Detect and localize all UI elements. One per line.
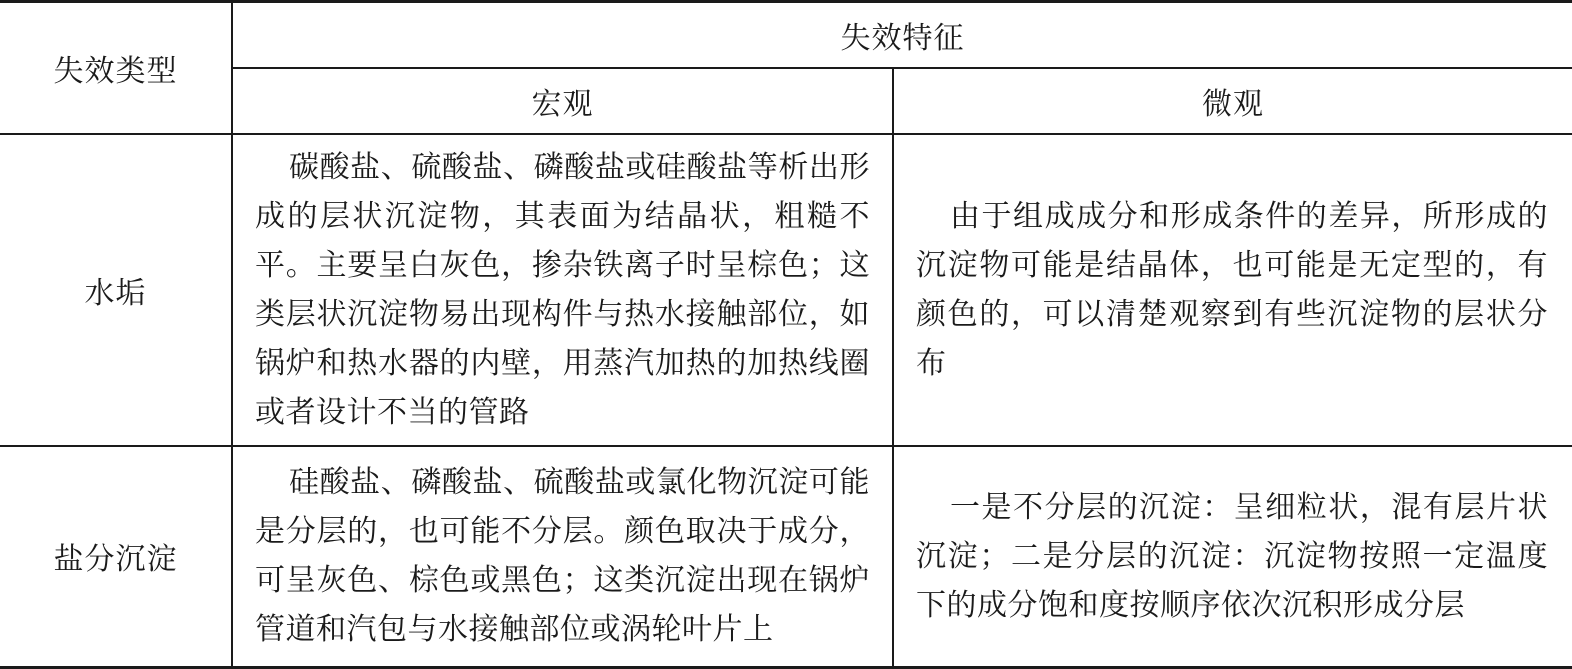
- row-type-cell: 盐分沉淀: [0, 446, 232, 668]
- header-macro: 宏观: [232, 68, 893, 134]
- header-row-sub: [0, 68, 1572, 134]
- header-row-top: [0, 2, 1572, 68]
- header-features: 失效特征: [232, 2, 1572, 68]
- header-type: 失效类型: [0, 2, 232, 134]
- row-macro-cell: 硅酸盐、磷酸盐、硫酸盐或氯化物沉淀可能是分层的，也可能不分层。颜色取决于成分，可呈灰色、棕色或黑色；这类沉淀出现在锅炉管道和汽包与水接触部位或涡轮叶片上: [232, 446, 893, 668]
- row-micro-cell: 由于组成成分和形成条件的差异，所形成的沉淀物可能是结晶体，也可能是无定型的，有颜色的，可以清楚观察到有些沉淀物的层状分布: [893, 134, 1572, 446]
- table-row: [0, 134, 1572, 446]
- row-micro-cell: 一是不分层的沉淀：呈细粒状，混有层片状沉淀；二是分层的沉淀：沉淀物按照一定温度下的成分饱和度按顺序依次沉积形成分层: [893, 446, 1572, 668]
- row-type-cell: 水垢: [0, 134, 232, 446]
- header-micro: 微观: [893, 68, 1572, 134]
- row-macro-cell: 碳酸盐、硫酸盐、磷酸盐或硅酸盐等析出形成的层状沉淀物，其表面为结晶状，粗糙不平。主要呈白灰色，掺杂铁离子时呈棕色；这类层状沉淀物易出现构件与热水接触部位，如锅炉和热水器的内壁，用蒸汽加热的加热线圈或者设计不当的管路: [232, 134, 893, 446]
- table-row: [0, 446, 1572, 668]
